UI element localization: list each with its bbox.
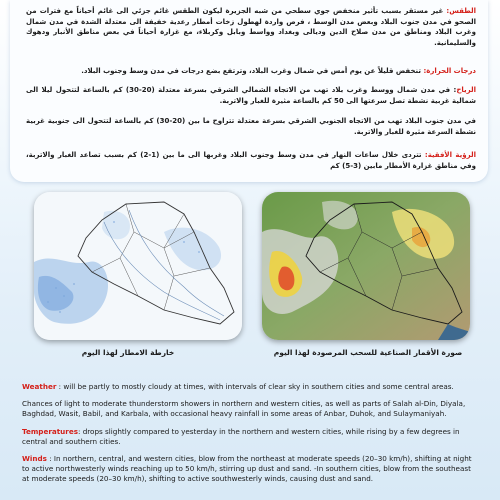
english-chances-paragraph: Chances of light to moderate thunderstorm showers in northern and western cities, as well as parts of Salah al-Din, Diyala, Baghdad, Wasit, Babil, and Karbala, with occasional heavy rainfall in some areas of Anbar, Duhok, and Sulaymaniyah. xyxy=(22,399,466,419)
rainfall-map xyxy=(34,192,242,340)
satellite-map-caption: صورة الأقمار الصناعية للسحب المرصودة لهذا اليوم xyxy=(273,348,463,357)
rainfall-map-caption: خارطة الامطار لهذا اليوم xyxy=(81,348,175,357)
english-weather-label: Weather xyxy=(22,382,57,391)
arabic-visibility-paragraph xyxy=(26,150,476,171)
arabic-weather-label: الطقس: xyxy=(446,7,476,15)
english-temperature-paragraph xyxy=(22,427,478,447)
arabic-winds-south-paragraph xyxy=(26,116,476,137)
arabic-temperature-text: تنخفض قليلاً عن يوم أمس في شمال وغرب البلاد، وترتفع بضع درجات في مدن وسط وجنوب البلاد. xyxy=(81,67,424,75)
arabic-winds-label: الرياح xyxy=(456,86,477,94)
english-temperature-text: : drops slightly compared to yesterday in the northern and western cities, while rising by a few degrees in central and southern cities. xyxy=(22,426,460,446)
rainfall-map-graphic xyxy=(34,192,242,340)
arabic-visibility-text: تتردى خلال ساعات النهار في مدن وسط وجنوب البلاد وغربها الى ما بين (1-2) كم بسبب تصاعد الغبار والاتربة، وفي مناطق غزارة الأمطار مابين (3-5) كم xyxy=(26,151,476,170)
english-winds-text: : In northern, central, and western cities, blow from the northeast at moderate speeds (20–30 km/h), shifting at night to active northwesterly winds reaching up to 50 km/h, stirring up dust and sand. -In southern cities, blow from the southeast at moderate speeds (20–30 km/h), shifting to active southwesterly winds, causing dust and sand. xyxy=(22,454,472,484)
satellite-cloud-graphic xyxy=(262,192,470,340)
arabic-temperature-paragraph xyxy=(26,66,476,77)
english-temperature-label: Temperatures xyxy=(22,426,78,436)
arabic-forecast-panel xyxy=(10,0,488,182)
english-winds-label: Winds xyxy=(22,454,47,464)
english-weather-text: : will be partly to mostly cloudy at times, with intervals of clear sky in southern cities and some central areas. xyxy=(56,382,454,391)
arabic-winds-text-south: في مدن جنوب البلاد تهب من الاتجاه الجنوبي الشرقي بسرعة معتدلة تتراوح ما بين (20-30) كم بالساعة لتتحول الى جنوبية غربية نشطة السرعة مثيرة للغبار والاتربة. xyxy=(26,117,476,136)
arabic-winds-paragraph xyxy=(26,85,476,106)
arabic-weather-text: غير مستقر بسبب تأثير منخفض جوي سطحي من شبه الجزيرة ليكون الطقس غائم جزئي الى غائم أحياناً مع فترات من الصحو في مدن جنوب البلاد وبعض مدن الوسط ، فرص واردة لهطول زخات أمطار رعدية خفيفة الى معتدلة الشدة في مدن شمال وغرب البلاد ومناطق من مدن صلاح الدين وديالى وبغداد وواسط وبابل وكربلاء، مع غزارة أحياناً في بعض مناطق الأنبار ودهوك والسليمانية. xyxy=(26,7,476,47)
english-winds-paragraph xyxy=(22,454,478,485)
english-weather-paragraph xyxy=(22,382,478,392)
satellite-cloud-map xyxy=(262,192,470,340)
arabic-winds-text-north: : في مدن شمال ووسط وغرب بلاد تهب من الاتجاه الشمالي الشرقي بسرعة معتدلة (20-30) كم بالساعة لتتحول ليلا الى شمالية غربية نشطة تصل سرعتها الى 50 كم بالساعة مثيرة للغبار والاتربة. xyxy=(26,86,476,105)
arabic-visibility-label: الرؤية الأفقية: xyxy=(424,151,476,159)
english-forecast-panel xyxy=(22,382,478,492)
arabic-weather-paragraph xyxy=(26,6,476,48)
arabic-temperature-label: درجات الحرارة: xyxy=(423,67,476,75)
